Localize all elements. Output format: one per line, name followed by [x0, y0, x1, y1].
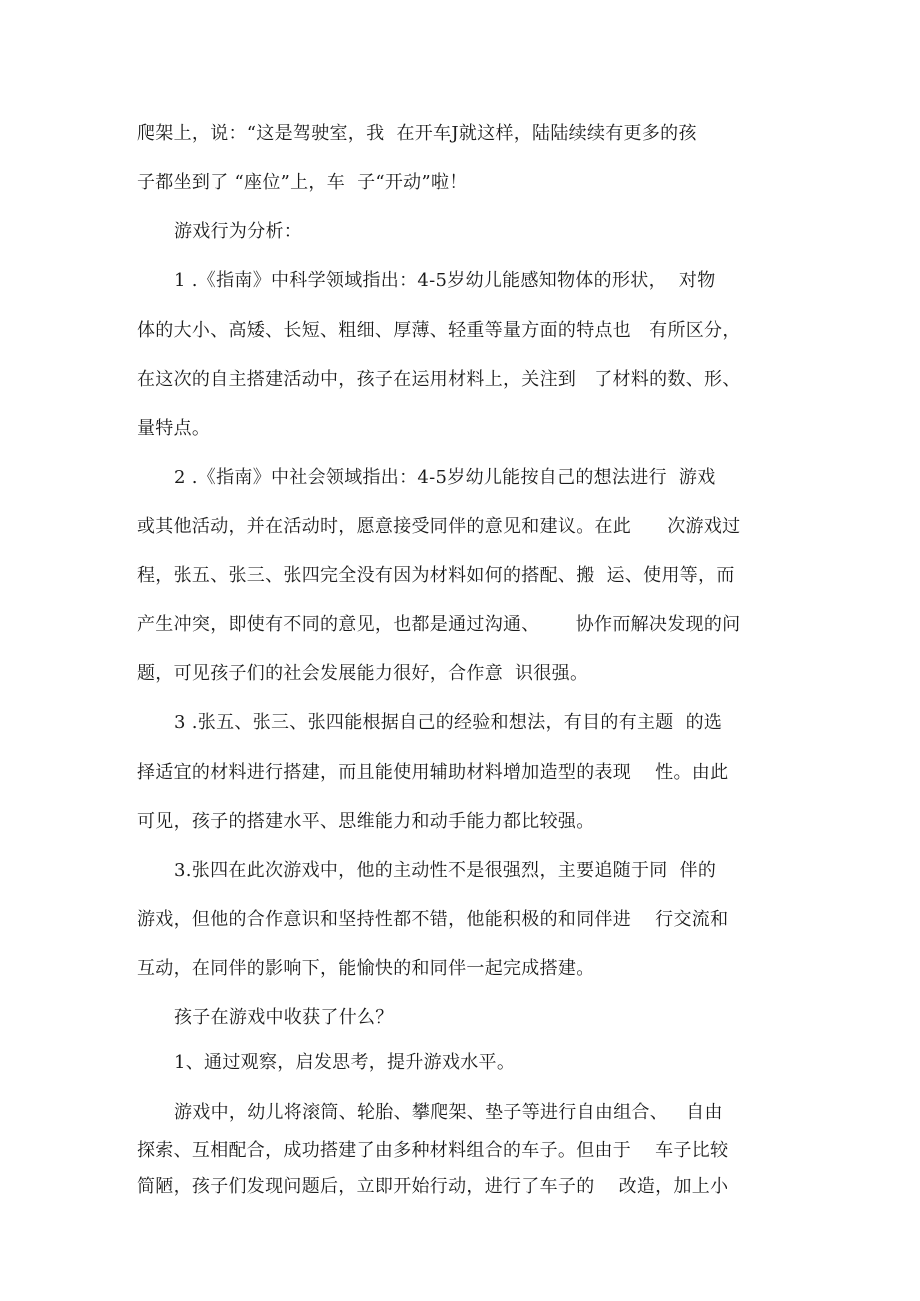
paragraph-line: 爬架上，说：“这是驾驶室，我 在开车J就这样，陆陆续续有更多的孩 — [137, 123, 697, 144]
paragraph-line: 游戏，但他的合作意识和坚持性都不错，他能积极的和同伴进 行交流和 — [137, 909, 729, 930]
section-heading: 孩子在游戏中收获了什么？ — [174, 1007, 394, 1028]
paragraph-line: 子都坐到了 “座位”上，车 子“开动”啦！ — [137, 172, 468, 193]
paragraph-line: 产生冲突，即使有不同的意见，也都是通过沟通、 协作而解决发现的问 — [137, 614, 741, 635]
paragraph-line: 探索、互相配合，成功搭建了由多种材料组合的车子。但由于 车子比较 — [137, 1140, 729, 1161]
paragraph-line: 择适宜的材料进行搭建，而且能使用辅助材料增加造型的表现 性。由此 — [137, 762, 729, 783]
paragraph-line: 3 .张五、张三、张四能根据自己的经验和想法，有目的有主题 的选 — [174, 712, 723, 733]
paragraph-line: 简陋，孩子们发现问题后，立即开始行动，进行了车子的 改造，加上小 — [137, 1176, 729, 1197]
paragraph-line: 可见，孩子的搭建水平、思维能力和动手能力都比较强。 — [137, 811, 595, 832]
paragraph-line: 在这次的自主搭建活动中，孩子在运用材料上，关注到 了材料的数、形、 — [137, 369, 741, 390]
paragraph-line: 2 .《指南》中社会领域指出：4-5岁幼儿能按自己的想法进行 游戏 — [174, 467, 716, 488]
paragraph-line: 体的大小、高矮、长短、粗细、厚薄、轻重等量方面的特点也 有所区分， — [137, 320, 741, 341]
paragraph-line: 或其他活动，并在活动时，愿意接受同伴的意见和建议。在此 次游戏过 — [137, 516, 741, 537]
paragraph-line: 游戏中，幼儿将滚筒、轮胎、攀爬架、垫子等进行自由组合、 自由 — [174, 1102, 723, 1123]
paragraph-line: 1 .《指南》中科学领域指出：4-5岁幼儿能感知物体的形状， 对物 — [174, 270, 716, 291]
paragraph-line: 题，可见孩子们的社会发展能力很好，合作意 识很强。 — [137, 663, 589, 684]
paragraph-line: 互动，在同伴的影响下，能愉快的和同伴一起完成搭建。 — [137, 958, 595, 979]
section-heading: 游戏行为分析： — [174, 221, 303, 242]
paragraph-line: 程，张五、张三、张四完全没有因为材料如何的搭配、搬 运、使用等，而 — [137, 565, 735, 586]
paragraph-line: 量特点。 — [137, 418, 211, 439]
paragraph-line: 3.张四在此次游戏中，他的主动性不是很强烈，主要追随于同 伴的 — [174, 860, 717, 881]
subsection-heading: 1、通过观察，启发思考，提升游戏水平。 — [174, 1052, 516, 1073]
